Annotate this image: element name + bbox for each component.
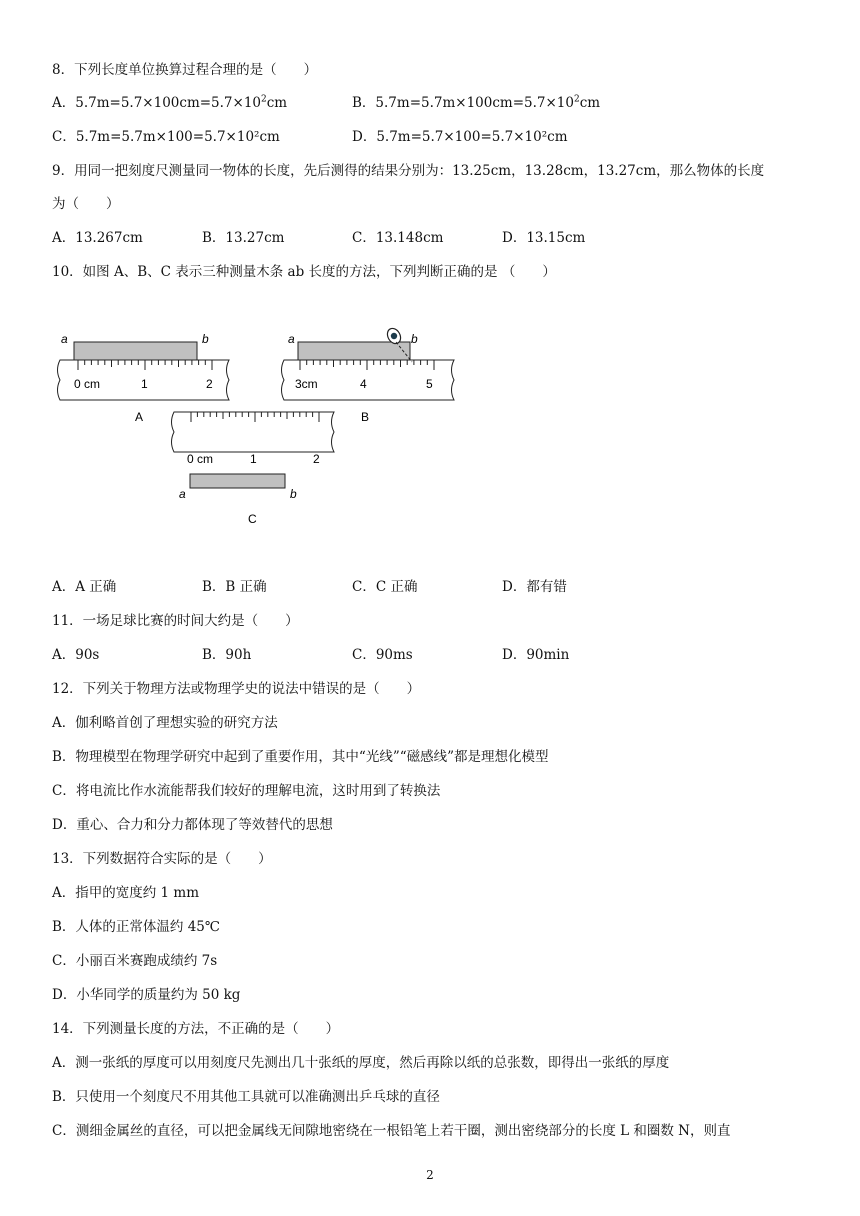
q11-option-b: B．90h (202, 647, 252, 663)
q8-option-b: B．$5.7m=5.7m\times 100cm=5.7\times 10^2cm$ (352, 94, 601, 111)
ruler-a (58, 332, 230, 424)
q10-option-a: A．A 正确 (52, 579, 117, 595)
q13-stem: 13．下列数据符合实际的是（ ） (52, 851, 272, 867)
q12-option-c: C．将电流比作水流能帮我们较好的理解电流，这时用到了转换法 (52, 783, 441, 799)
ruler-b-label-0: 3cm (295, 377, 318, 391)
q9-option-a: A．13.267cm (52, 230, 143, 246)
ruler-a-label-2: 2 (206, 377, 213, 391)
q11-option-d: D．90min (502, 647, 570, 663)
page-number: 2 (426, 1168, 434, 1182)
label-c-b: b (290, 487, 297, 501)
q9-option-d: D．13.15cm (502, 230, 586, 246)
q9-stem-line1: 9．用同一把刻度尺测量同一物体的长度，先后测得的结果分别为：13.25cm，13.28cm，13.27cm，那么物体的长度 (52, 163, 765, 179)
ruler-c-label-1: 1 (250, 452, 257, 466)
q13-option-a: A．指甲的宽度约 1 mm (52, 885, 200, 901)
label-b-b: b (411, 332, 418, 346)
q10-option-b: B．B 正确 (202, 579, 267, 595)
q11-option-c: C．90ms (352, 647, 413, 663)
ruler-figure (44, 318, 474, 538)
q13-option-d: D．小华同学的质量约为 50 kg (52, 987, 241, 1003)
wood-strip-c (190, 474, 285, 488)
q11-option-a: A．90s (52, 647, 100, 663)
q11-stem: 11．一场足球比赛的时间大约是（ ） (52, 613, 299, 629)
wood-strip-b (298, 342, 410, 360)
q12-option-a: A．伽利略首创了理想实验的研究方法 (52, 715, 278, 731)
caption-c: C (248, 512, 257, 526)
q13-option-c: C．小丽百米赛跑成绩约 7s (52, 953, 218, 969)
q10-stem: 10．如图 A、B、C 表示三种测量木条 ab 长度的方法，下列判断正确的是 （ ） (52, 264, 556, 280)
q10-option-c: C．C 正确 (352, 579, 418, 595)
q14-stem: 14．下列测量长度的方法，不正确的是（ ） (52, 1021, 340, 1037)
q13-option-b: B．人体的正常体温约 45℃ (52, 919, 220, 935)
q9-option-c: C．13.148cm (352, 230, 444, 246)
ruler-b (282, 326, 455, 424)
ruler-a-label-1: 1 (141, 377, 148, 391)
ruler-body-c (172, 412, 335, 452)
ruler-a-label-0: 0 cm (74, 377, 101, 391)
ruler-c-label-2: 2 (313, 452, 320, 466)
wood-strip-a (74, 342, 197, 360)
q8-option-c: C．5.7m=5.7m×100=5.7×10²cm (52, 129, 280, 145)
q12-stem: 12．下列关于物理方法或物理学史的说法中错误的是（ ） (52, 681, 421, 697)
caption-a: A (135, 410, 144, 424)
q8-option-d: D．5.7m=5.7×100=5.7×10²cm (352, 129, 568, 145)
q14-option-b: B．只使用一个刻度尺不用其他工具就可以准确测出乒乓球的直径 (52, 1089, 440, 1105)
label-c-a: a (179, 487, 186, 501)
label-b-a: a (288, 332, 295, 346)
q14-option-c: C．测细金属丝的直径，可以把金属线无间隙地密绕在一根铅笔上若干圈，测出密绕部分的长度 L 和圈数 N，则直 (52, 1123, 731, 1139)
label-a-b: b (202, 332, 209, 346)
q10-option-d: D．都有错 (502, 579, 567, 595)
label-a-a: a (61, 332, 68, 346)
ruler-c-label-0: 0 cm (187, 452, 214, 466)
q12-option-d: D．重心、合力和分力都体现了等效替代的思想 (52, 817, 333, 833)
q9-option-b: B．13.27cm (202, 230, 285, 246)
q8-option-a: A．$5.7m=5.7\times 100cm=5.7\times 10^2cm$ (52, 94, 288, 111)
q8-stem: 8．下列长度单位换算过程合理的是（ ） (52, 62, 318, 78)
ruler-b-label-1: 4 (360, 377, 367, 391)
q9-stem-line2: 为（ ） (52, 196, 120, 212)
caption-b: B (361, 410, 370, 424)
q12-option-b: B．物理模型在物理学研究中起到了重要作用，其中“光线”“磁感线”都是理想化模型 (52, 749, 549, 765)
ruler-c (172, 412, 335, 526)
q14-option-a: A．测一张纸的厚度可以用刻度尺先测出几十张纸的厚度，然后再除以纸的总张数，即得出一张纸的厚度 (52, 1055, 670, 1071)
ruler-b-label-2: 5 (426, 377, 433, 391)
